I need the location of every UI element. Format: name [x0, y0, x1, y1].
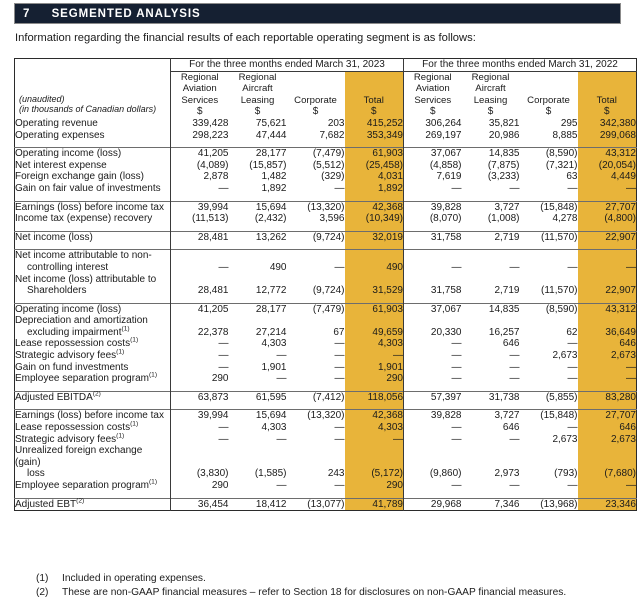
cell-value: —	[276, 350, 287, 362]
cell-value: (15,848)	[520, 410, 578, 422]
cell-value: 1,901	[261, 361, 287, 373]
cell-value: 57,397	[404, 391, 462, 403]
cell-value: 20,330	[430, 326, 462, 338]
cell-value: 75,621	[255, 117, 287, 129]
col-header-line3: Services	[414, 94, 452, 106]
unit-corporate-2023: $	[312, 106, 319, 118]
cell-total: 415,252	[345, 118, 404, 130]
cell-total: 1,892	[345, 183, 404, 195]
cell-value: (7,479)	[287, 303, 345, 315]
cell-value: —	[334, 338, 345, 350]
cell-total: 299,068	[578, 130, 637, 142]
cell-value: 646	[502, 338, 520, 350]
cell-value: 7,619	[436, 171, 462, 183]
cell-value: 28,481	[197, 285, 229, 297]
row-label: Net income (loss) attributable to Shareholders	[15, 274, 171, 297]
table-row	[15, 480, 637, 492]
cell-total: 22,907	[578, 274, 637, 297]
table-row	[15, 201, 637, 213]
cell-value: (7,479)	[287, 148, 345, 160]
cell-total: —	[578, 183, 637, 195]
cell-total: 2,673	[578, 434, 637, 446]
cell-value: 7,346	[462, 498, 520, 511]
cell-value: 61,595	[229, 391, 287, 403]
cell-value: 14,835	[462, 303, 520, 315]
cell-value: —	[276, 480, 287, 491]
cell-total: 49,659	[345, 315, 404, 338]
table-row	[15, 445, 637, 480]
cell-total: 4,303	[345, 338, 404, 350]
cell-value: (7,321)	[545, 159, 578, 171]
cell-value: 243	[327, 468, 345, 480]
col-header-total-2023	[345, 71, 404, 106]
cell-total: 43,312	[578, 303, 637, 315]
cell-value: 12,772	[255, 285, 287, 297]
row-label: Lease repossession costs$^{(1)}$	[15, 422, 171, 434]
cell-value: 39,828	[404, 201, 462, 213]
stub-note-cell	[15, 71, 171, 118]
cell-total: 36,649	[578, 315, 637, 338]
cell-total: 353,349	[345, 130, 404, 142]
row-label: Operating income (loss)	[15, 148, 171, 160]
cell-value: (13,320)	[287, 410, 345, 422]
group-header-row	[15, 59, 637, 72]
cell-total: 290	[345, 373, 404, 385]
col-header-line2: Aircraft	[242, 83, 273, 95]
cell-total: 41,789	[345, 498, 404, 511]
cell-value: 269,197	[425, 129, 462, 141]
cell-value: —	[334, 361, 345, 373]
col-header-ral-2022	[462, 71, 520, 106]
cell-value: —	[451, 361, 462, 373]
cell-total: 646	[578, 338, 637, 350]
cell-value: —	[451, 338, 462, 350]
cell-value: (1,585)	[254, 468, 287, 480]
cell-total: 61,903	[345, 148, 404, 160]
cell-value: (4,089)	[196, 159, 229, 171]
row-label: Operating expenses	[15, 130, 171, 142]
col-header-line3: Corporate	[527, 94, 570, 106]
cell-total: 31,529	[345, 274, 404, 297]
cell-value: 29,968	[404, 498, 462, 511]
cell-value: 63	[566, 171, 578, 183]
cell-value: 39,994	[171, 201, 229, 213]
cell-value: —	[218, 350, 229, 362]
table-row	[15, 171, 637, 183]
table-row	[15, 391, 637, 403]
col-header-line1: Regional	[413, 71, 452, 83]
col-header-line3: Leasing	[240, 94, 275, 106]
cell-value: (3,233)	[487, 171, 520, 183]
cell-value: —	[451, 480, 462, 491]
cell-value: 15,694	[229, 201, 287, 213]
col-header-line2: Aviation	[415, 83, 450, 95]
cell-value: (11,570)	[540, 285, 578, 297]
col-header-corporate-2023	[287, 71, 345, 106]
table-row	[15, 315, 637, 338]
cell-total: 4,303	[345, 422, 404, 434]
cell-total: (5,172)	[345, 445, 404, 480]
col-header-line1: Regional	[471, 71, 510, 83]
cell-value: —	[276, 433, 287, 445]
table-row	[15, 250, 637, 274]
cell-value: —	[509, 350, 520, 362]
group-header-2022: For the three months ended March 31, 2022	[404, 59, 637, 72]
cell-value: 1,482	[261, 171, 287, 183]
cell-total: 290	[345, 480, 404, 492]
cell-value: (2,432)	[254, 213, 287, 225]
cell-value: 3,727	[462, 410, 520, 422]
cell-value: (5,855)	[520, 391, 578, 403]
cell-value: (11,513)	[191, 213, 229, 225]
cell-value: 290	[211, 373, 229, 385]
cell-value: —	[334, 350, 345, 362]
col-header-line3: Total	[596, 94, 617, 106]
table-row	[15, 148, 637, 160]
cell-value: 2,673	[552, 350, 578, 362]
cell-value: 2,673	[552, 433, 578, 445]
cell-value: —	[218, 338, 229, 350]
row-label: Income tax (expense) recovery	[15, 213, 171, 225]
table-row	[15, 422, 637, 434]
cell-value: 37,067	[404, 148, 462, 160]
cell-total: 43,312	[578, 148, 637, 160]
cell-total: —	[578, 250, 637, 274]
column-header-row	[15, 71, 637, 106]
cell-value: —	[451, 182, 462, 194]
cell-value: —	[334, 480, 345, 491]
col-header-line3: Leasing	[473, 94, 508, 106]
unit-ras-2023: $	[196, 106, 203, 118]
cell-value: (9,724)	[312, 285, 345, 297]
cell-total: 646	[578, 422, 637, 434]
cell-value: 4,303	[261, 422, 287, 434]
cell-value: 203	[327, 117, 345, 129]
cell-value: —	[462, 250, 520, 274]
cell-value: (1,008)	[487, 213, 520, 225]
cell-value: 31,758	[404, 231, 462, 243]
cell-value: (15,848)	[520, 201, 578, 213]
units-note: (in thousands of Canadian dollars)	[19, 104, 157, 115]
row-label: Foreign exchange gain (loss)	[15, 171, 171, 183]
cell-value: 35,821	[488, 117, 520, 129]
cell-value: —	[334, 373, 345, 385]
intro-paragraph: Information regarding the financial results of each reportable operating segment is as follows:	[15, 32, 476, 44]
table-row	[15, 410, 637, 422]
cell-value: —	[567, 373, 578, 385]
cell-value: —	[567, 338, 578, 350]
footnote-item	[36, 572, 566, 586]
cell-total: —	[578, 362, 637, 374]
cell-value: 4,278	[552, 213, 578, 225]
footnotes-block	[36, 572, 566, 600]
col-header-line1: Regional	[180, 71, 219, 83]
cell-total: (20,054)	[578, 160, 637, 172]
row-label: Adjusted EBITDA$^{(2)}$	[15, 391, 171, 403]
cell-value: 490	[229, 250, 287, 274]
cell-value: 3,596	[319, 213, 345, 225]
cell-value: (329)	[321, 171, 345, 183]
table-header	[15, 59, 637, 118]
cell-total: —	[345, 350, 404, 362]
cell-value: (8,590)	[520, 303, 578, 315]
cell-total: 4,031	[345, 171, 404, 183]
cell-total: 32,019	[345, 231, 404, 243]
row-label: Net interest expense	[15, 160, 171, 172]
cell-value: (3,830)	[196, 468, 229, 480]
cell-value: (8,590)	[520, 148, 578, 160]
cell-value: 41,205	[171, 303, 229, 315]
cell-value: —	[334, 422, 345, 434]
col-header-ras-2022	[404, 71, 462, 106]
cell-value: (793)	[554, 468, 578, 480]
cell-total: 490	[345, 250, 404, 274]
cell-value: 16,257	[488, 326, 520, 338]
row-label: Gain on fund investments	[15, 362, 171, 374]
table-row	[15, 373, 637, 385]
cell-value: —	[451, 422, 462, 434]
cell-value: 2,878	[203, 171, 229, 183]
cell-value: (13,968)	[520, 498, 578, 511]
cell-value: —	[509, 182, 520, 194]
cell-total: 42,368	[345, 201, 404, 213]
table-row	[15, 160, 637, 172]
cell-value: 13,262	[229, 231, 287, 243]
unit-ral-2023: $	[254, 106, 261, 118]
cell-total: —	[578, 373, 637, 385]
cell-value: 339,428	[192, 117, 229, 129]
cell-value: —	[218, 422, 229, 434]
row-label: Strategic advisory fees$^{(1)}$	[15, 434, 171, 446]
cell-value: —	[287, 250, 345, 274]
cell-value: 22,378	[197, 326, 229, 338]
col-header-line2: Aircraft	[475, 83, 506, 95]
cell-value: 27,214	[255, 326, 287, 338]
cell-value: 306,264	[425, 117, 462, 129]
cell-value: —	[520, 250, 578, 274]
cell-value: 62	[566, 326, 578, 338]
cell-value: 28,481	[171, 231, 229, 243]
cell-value: 31,758	[430, 285, 462, 297]
row-label: Earnings (loss) before income tax	[15, 410, 171, 422]
cell-value: (13,320)	[287, 201, 345, 213]
stub-corner	[15, 59, 171, 72]
cell-total: (4,800)	[578, 213, 637, 225]
col-header-line3: Total	[363, 94, 384, 106]
section-header-bar	[14, 3, 621, 24]
cell-value: 14,835	[462, 148, 520, 160]
cell-total: (7,680)	[578, 445, 637, 480]
col-header-corporate-2022	[520, 71, 578, 106]
row-label: Gain on fair value of investments	[15, 183, 171, 195]
cell-total: 342,380	[578, 118, 637, 130]
row-label: Earnings (loss) before income tax	[15, 201, 171, 213]
cell-value: 37,067	[404, 303, 462, 315]
cell-value: —	[334, 182, 345, 194]
cell-value: 28,177	[229, 303, 287, 315]
cell-value: 41,205	[171, 148, 229, 160]
footnote-item	[36, 586, 566, 600]
cell-value: —	[171, 250, 229, 274]
cell-value: —	[218, 182, 229, 194]
cell-value: 3,727	[462, 201, 520, 213]
cell-value: —	[404, 250, 462, 274]
table-row	[15, 213, 637, 225]
unit-ral-2022: $	[487, 106, 494, 118]
table-row	[15, 130, 637, 142]
cell-total: —	[345, 434, 404, 446]
cell-value: (5,512)	[312, 159, 345, 171]
cell-value: (15,857)	[249, 159, 287, 171]
cell-value: 15,694	[229, 410, 287, 422]
table-row	[15, 118, 637, 130]
table-row	[15, 303, 637, 315]
cell-total: 23,346	[578, 498, 637, 511]
cell-value: 295	[560, 117, 578, 129]
row-label: Depreciation and amortization excluding impairment$^{(1)}$	[15, 315, 171, 338]
table-row	[15, 338, 637, 350]
col-header-ral-2023	[229, 71, 287, 106]
cell-value: 646	[502, 422, 520, 434]
cell-value: 39,828	[404, 410, 462, 422]
cell-value: —	[509, 361, 520, 373]
unit-ras-2022: $	[429, 106, 436, 118]
cell-total: 4,449	[578, 171, 637, 183]
col-header-line3: Corporate	[294, 94, 337, 106]
row-label: Operating revenue	[15, 118, 171, 130]
cell-value: 7,682	[319, 129, 345, 141]
cell-value: 290	[211, 480, 229, 491]
cell-value: 31,738	[462, 391, 520, 403]
cell-value: (7,875)	[487, 159, 520, 171]
cell-total: 42,368	[345, 410, 404, 422]
col-header-total-2022	[578, 71, 637, 106]
cell-total: (10,349)	[345, 213, 404, 225]
unit-total-2023: $	[345, 106, 404, 118]
footnote-marker: (2)	[36, 587, 49, 598]
cell-value: 1,892	[261, 182, 287, 194]
table-row	[15, 434, 637, 446]
cell-value: —	[451, 373, 462, 385]
cell-value: —	[509, 373, 520, 385]
cell-value: 28,177	[229, 148, 287, 160]
cell-value: 63,873	[171, 391, 229, 403]
cell-value: 39,994	[171, 410, 229, 422]
cell-value: 4,303	[261, 338, 287, 350]
segmented-analysis-table	[14, 58, 637, 511]
cell-value: (4,858)	[429, 159, 462, 171]
cell-value: —	[567, 422, 578, 434]
cell-value: 8,885	[552, 129, 578, 141]
cell-value: 298,223	[192, 129, 229, 141]
cell-total: 27,707	[578, 410, 637, 422]
cell-value: 2,719	[462, 231, 520, 243]
cell-value: 2,973	[494, 468, 520, 480]
row-label: Net income attributable to non- controlling interest	[15, 250, 171, 274]
cell-value: (7,412)	[287, 391, 345, 403]
cell-value: 67	[333, 326, 345, 338]
group-header-2023: For the three months ended March 31, 2023	[171, 59, 404, 72]
cell-total: 27,707	[578, 201, 637, 213]
table-row	[15, 183, 637, 195]
cell-value: 2,719	[494, 285, 520, 297]
cell-value: 18,412	[229, 498, 287, 511]
cell-total: (25,458)	[345, 160, 404, 172]
cell-value: —	[509, 433, 520, 445]
footnote-text: Included in operating expenses.	[62, 573, 206, 584]
cell-value: (9,860)	[429, 468, 462, 480]
segmented-analysis-table-wrapper	[14, 58, 636, 511]
cell-value: —	[567, 480, 578, 491]
cell-value: —	[276, 373, 287, 385]
cell-value: (13,077)	[287, 498, 345, 511]
row-label: Net income (loss)	[15, 231, 171, 243]
cell-total: 1,901	[345, 362, 404, 374]
cell-total: 118,056	[345, 391, 404, 403]
col-header-line2: Aviation	[182, 83, 217, 95]
unit-corporate-2022: $	[545, 106, 552, 118]
cell-value: —	[567, 182, 578, 194]
cell-value: —	[451, 350, 462, 362]
table-row	[15, 362, 637, 374]
row-label: Strategic advisory fees$^{(1)}$	[15, 350, 171, 362]
section-title: SEGMENTED ANALYSIS	[51, 7, 201, 20]
cell-value: —	[218, 361, 229, 373]
table-body	[15, 118, 637, 511]
cell-value: —	[509, 480, 520, 491]
cell-total: —	[578, 480, 637, 492]
row-label: Employee separation program$^{(1)}$	[15, 373, 171, 385]
cell-value: —	[451, 433, 462, 445]
footnote-marker: (1)	[36, 573, 49, 584]
cell-value: 47,444	[255, 129, 287, 141]
unit-total-2022: $	[578, 106, 637, 118]
cell-value: (11,570)	[520, 231, 578, 243]
cell-value: (8,070)	[429, 213, 462, 225]
cell-value: 20,986	[488, 129, 520, 141]
cell-total: 22,907	[578, 231, 637, 243]
cell-value: —	[567, 361, 578, 373]
cell-value: —	[334, 433, 345, 445]
cell-value: (9,724)	[287, 231, 345, 243]
cell-total: 61,903	[345, 303, 404, 315]
table-row	[15, 498, 637, 511]
col-header-ras-2023	[171, 71, 229, 106]
cell-total: 2,673	[578, 350, 637, 362]
row-label: Operating income (loss)	[15, 303, 171, 315]
row-label: Lease repossession costs$^{(1)}$	[15, 338, 171, 350]
cell-total: 83,280	[578, 391, 637, 403]
unaudited-note: (unaudited)	[19, 93, 65, 104]
table-row	[15, 231, 637, 243]
col-header-line3: Services	[181, 94, 219, 106]
table-row	[15, 274, 637, 297]
col-header-line1: Regional	[238, 71, 277, 83]
footnote-text: These are non-GAAP financial measures – refer to Section 18 for disclosures on non-GAAP financial measures.	[62, 587, 567, 598]
row-label: Adjusted EBT$^{(2)}$	[15, 498, 171, 511]
cell-value: 36,454	[171, 498, 229, 511]
table-row	[15, 350, 637, 362]
row-label: Employee separation program$^{(1)}$	[15, 480, 171, 492]
row-label: Unrealized foreign exchange (gain) loss	[15, 445, 171, 480]
section-number: 7	[23, 7, 30, 20]
cell-value: —	[218, 433, 229, 445]
